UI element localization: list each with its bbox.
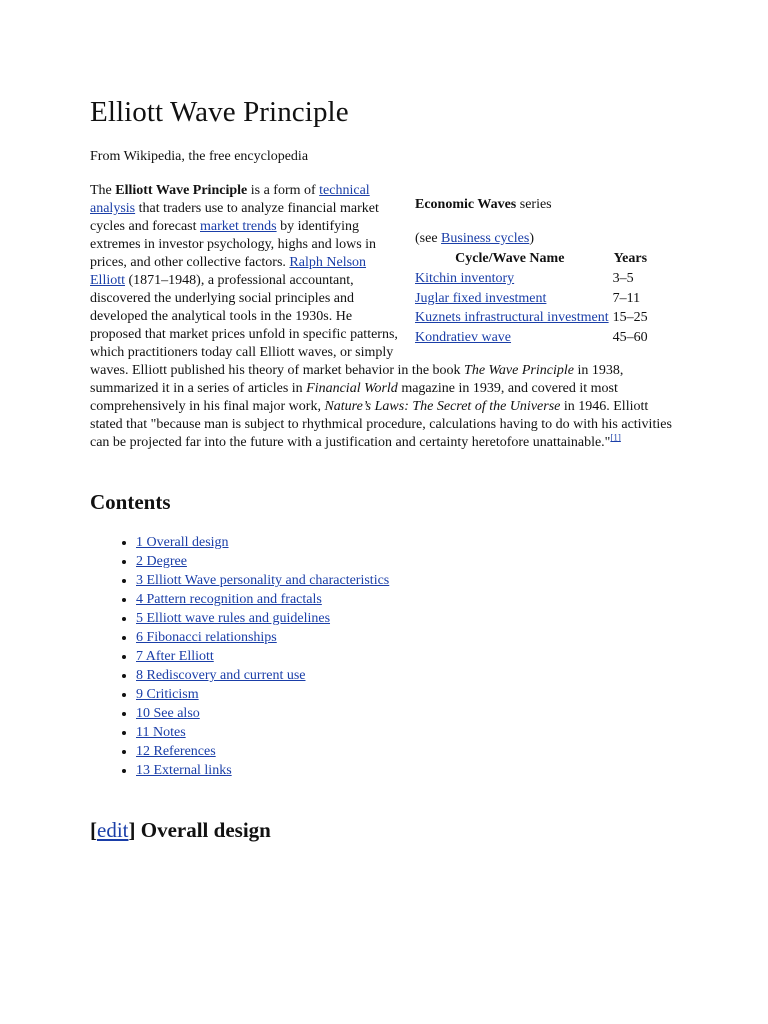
toc-item xyxy=(136,628,389,647)
intro-text: by identifying extremes in investor psychology, highs and lows in prices, and other collective factors. xyxy=(90,219,377,270)
technical-analysis-link[interactable]: technical analysis xyxy=(90,183,370,216)
infobox-series-name: Economic Waves xyxy=(415,197,517,212)
infobox-see-prefix: (see xyxy=(415,231,442,246)
economic-waves-table xyxy=(415,249,648,347)
intro-paragraph xyxy=(90,182,675,452)
toc-item xyxy=(136,723,389,742)
intro-text: The xyxy=(90,183,116,198)
page-title: Elliott Wave Principle xyxy=(90,96,349,128)
infobox-see-also xyxy=(415,230,675,248)
book-title-wave-principle: The Wave Principle xyxy=(464,363,574,378)
table-row xyxy=(415,269,648,289)
intro-text: (1871–1948), a professional accountant, discovered the underlying social principles and developed the analytical tools in the 1930s. He proposed that market prices unfold in specific patterns, which practitioners today call Elliott waves, or simply waves. Elliott published his theory of market behavior in the book xyxy=(90,273,465,378)
kondratiev-wave-link[interactable]: Kondratiev wave xyxy=(415,329,512,345)
bracket-open: [ xyxy=(90,818,97,842)
toc-link-pattern-recognition[interactable]: 4 Pattern recognition and fractals xyxy=(136,592,322,607)
book-title-natures-laws: Nature’s Laws: The Secret of the Universe xyxy=(324,399,561,414)
infobox-series-suffix: series xyxy=(516,197,552,212)
reference-link[interactable]: [1] xyxy=(610,432,621,443)
toc-link-rules-guidelines[interactable]: 5 Elliott wave rules and guidelines xyxy=(136,611,331,626)
intro-text: magazine in 1939, and covered it most comprehensively in his final major work, xyxy=(90,381,618,414)
magazine-title: Financial World xyxy=(306,381,398,396)
toc-link-rediscovery[interactable]: 8 Rediscovery and current use xyxy=(136,668,306,683)
intro-text: in 1938, summarized it in a series of articles in xyxy=(90,363,624,396)
contents-heading: Contents xyxy=(90,490,171,514)
site-tagline: From Wikipedia, the free encyclopedia xyxy=(90,149,309,164)
years-cell: 45–60 xyxy=(612,329,648,345)
economic-waves-infobox xyxy=(415,190,675,347)
table-row xyxy=(415,289,648,309)
toc-item xyxy=(136,571,389,590)
years-cell: 7–11 xyxy=(612,290,641,306)
kitchin-inventory-link[interactable]: Kitchin inventory xyxy=(415,271,515,286)
table-row xyxy=(415,328,648,348)
section-heading-overall-design xyxy=(90,816,271,844)
toc-item xyxy=(136,552,389,571)
toc-item xyxy=(136,742,389,761)
kuznets-infrastructural-investment-link[interactable]: Kuznets infrastructural investment xyxy=(415,310,609,325)
toc-item xyxy=(136,590,389,609)
infobox-series-title xyxy=(415,196,675,214)
toc-link-after-elliott[interactable]: 7 After Elliott xyxy=(136,649,214,664)
toc-link-degree[interactable]: 2 Degree xyxy=(136,554,187,569)
toc-item xyxy=(136,647,389,666)
column-header-cycle-name: Cycle/Wave Name xyxy=(455,251,565,266)
toc-link-notes[interactable]: 11 Notes xyxy=(136,725,186,740)
bracket-close: ] xyxy=(128,818,136,842)
intro-text: is a form of xyxy=(247,183,320,198)
toc-link-criticism[interactable]: 9 Criticism xyxy=(136,687,199,702)
article-term: Elliott Wave Principle xyxy=(115,183,248,198)
toc-link-references[interactable]: 12 References xyxy=(136,744,216,759)
years-cell: 3–5 xyxy=(612,271,634,286)
section-title: Overall design xyxy=(135,818,271,842)
toc-item xyxy=(136,533,389,552)
toc-link-see-also[interactable]: 10 See also xyxy=(136,706,200,721)
toc-item xyxy=(136,761,389,780)
intro-text: that traders use to analyze financial market cycles and forecast xyxy=(90,201,379,234)
toc-link-fibonacci[interactable]: 6 Fibonacci relationships xyxy=(136,630,277,645)
business-cycles-link[interactable]: Business cycles xyxy=(441,231,530,246)
table-row xyxy=(415,308,648,328)
toc-link-overall-design[interactable]: 1 Overall design xyxy=(136,535,229,550)
toc-link-personality[interactable]: 3 Elliott Wave personality and characteristics xyxy=(136,573,390,588)
table-header-row xyxy=(415,249,648,269)
toc-item xyxy=(136,685,389,704)
juglar-fixed-investment-link[interactable]: Juglar fixed investment xyxy=(415,290,547,306)
column-header-years: Years xyxy=(613,251,648,266)
toc-item xyxy=(136,666,389,685)
toc-item xyxy=(136,609,389,628)
ralph-nelson-elliott-link[interactable]: Ralph Nelson Elliott xyxy=(90,255,367,288)
toc-item xyxy=(136,704,389,723)
years-cell: 15–25 xyxy=(612,310,648,325)
intro-text: in 1946. Elliott stated that "because man is subject to rhythmical procedure, calculations having to do with his activities can be projected far into the future with a justification and certainty heretofore unattainable." xyxy=(90,399,672,450)
table-of-contents xyxy=(117,533,389,780)
infobox-see-suffix: ) xyxy=(529,231,534,246)
toc-link-external-links[interactable]: 13 External links xyxy=(136,763,232,778)
market-trends-link[interactable]: market trends xyxy=(200,219,277,234)
edit-section-link[interactable]: edit xyxy=(97,818,129,842)
